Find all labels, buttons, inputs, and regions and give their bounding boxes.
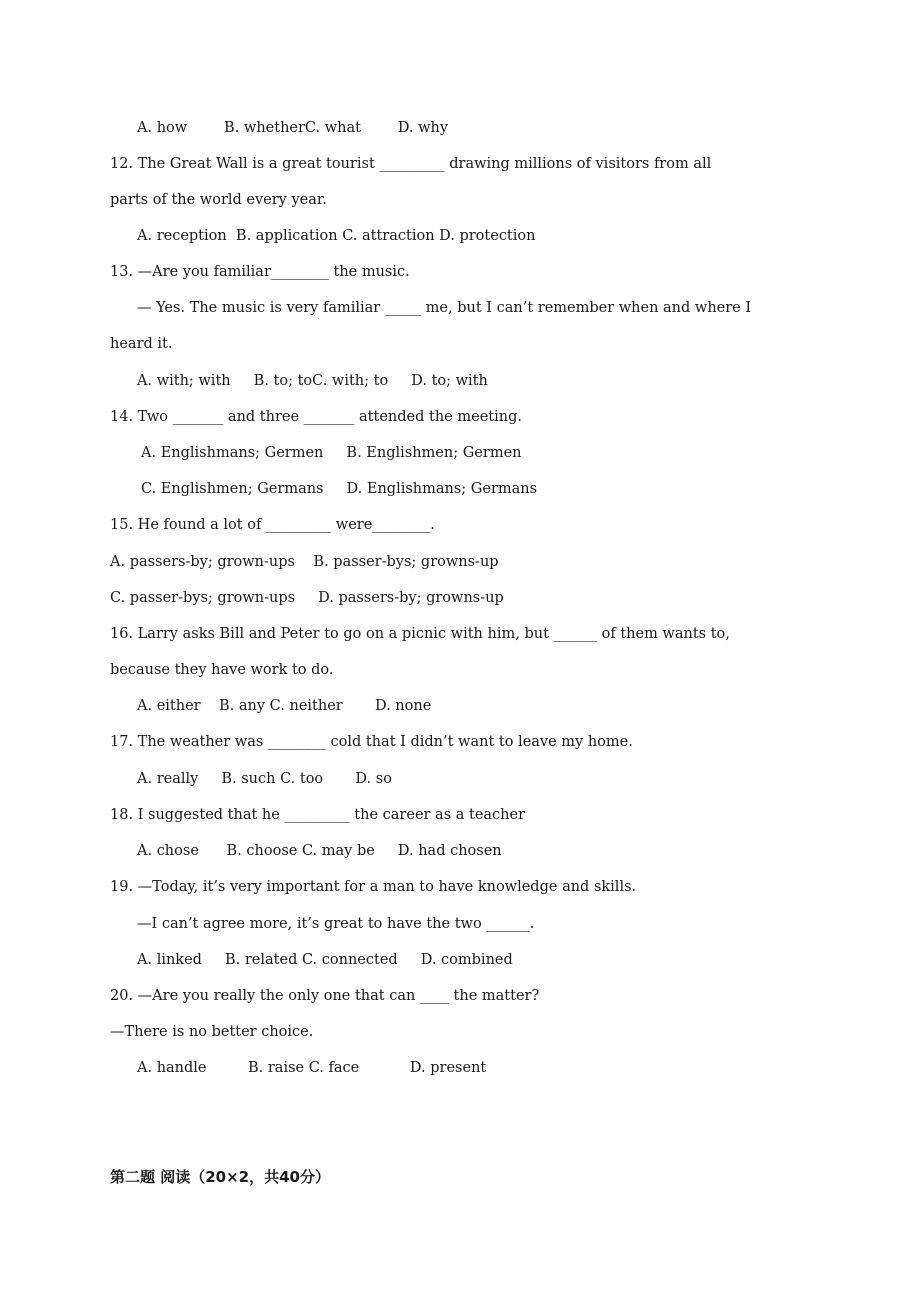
- q14-options-ab: A. Englishmans; Germen B. Englishmen; Germen: [141, 445, 522, 461]
- q18-stem: 18. I suggested that he _________ the career as a teacher: [110, 807, 526, 823]
- q15-options-ab: A. passers-by; grown-ups B. passer-bys; growns-up: [110, 554, 499, 570]
- q12-options: A. reception B. application C. attraction D. protection: [137, 228, 536, 244]
- q20-options: A. handle B. raise C. face D. present: [137, 1060, 487, 1076]
- section-title: 第二题 阅读（20×2，共40分）: [110, 1168, 330, 1186]
- q16-options: A. either B. any C. neither D. none: [137, 698, 432, 714]
- q20-reply: —There is no better choice.: [110, 1024, 314, 1040]
- q13-reply: — Yes. The music is very familiar _____ me, but I can’t remember when and where I: [137, 300, 752, 316]
- q19-options: A. linked B. related C. connected D. combined: [137, 952, 513, 968]
- q18-options: A. chose B. choose C. may be D. had chosen: [137, 843, 502, 859]
- q16-stem-continued: because they have work to do.: [110, 662, 334, 678]
- q12-stem-continued: parts of the world every year.: [110, 192, 327, 208]
- q11-options: A. how B. whetherC. what D. why: [137, 120, 449, 136]
- q13-reply-continued: heard it.: [110, 336, 173, 352]
- q13-stem: 13. —Are you familiar________ the music.: [110, 264, 410, 280]
- q15-options-cd: C. passer-bys; grown-ups D. passers-by; growns-up: [110, 590, 504, 606]
- q14-options-cd: C. Englishmen; Germans D. Englishmans; Germans: [141, 481, 538, 497]
- q17-stem: 17. The weather was ________ cold that I didn’t want to leave my home.: [110, 734, 633, 750]
- q17-options: A. really B. such C. too D. so: [137, 771, 392, 787]
- q13-options: A. with; with B. to; toC. with; to D. to; with: [137, 373, 488, 389]
- q16-stem: 16. Larry asks Bill and Peter to go on a picnic with him, but ______ of them wants to,: [110, 626, 730, 642]
- q14-stem: 14. Two _______ and three _______ attended the meeting.: [110, 409, 522, 425]
- q12-stem: 12. The Great Wall is a great tourist _________ drawing millions of visitors from all: [110, 156, 712, 172]
- q20-stem: 20. —Are you really the only one that can ____ the matter?: [110, 988, 540, 1004]
- q15-stem: 15. He found a lot of _________ were________.: [110, 517, 435, 533]
- q19-stem: 19. —Today, it’s very important for a man to have knowledge and skills.: [110, 879, 637, 895]
- q19-reply: —I can’t agree more, it’s great to have the two ______.: [137, 916, 535, 932]
